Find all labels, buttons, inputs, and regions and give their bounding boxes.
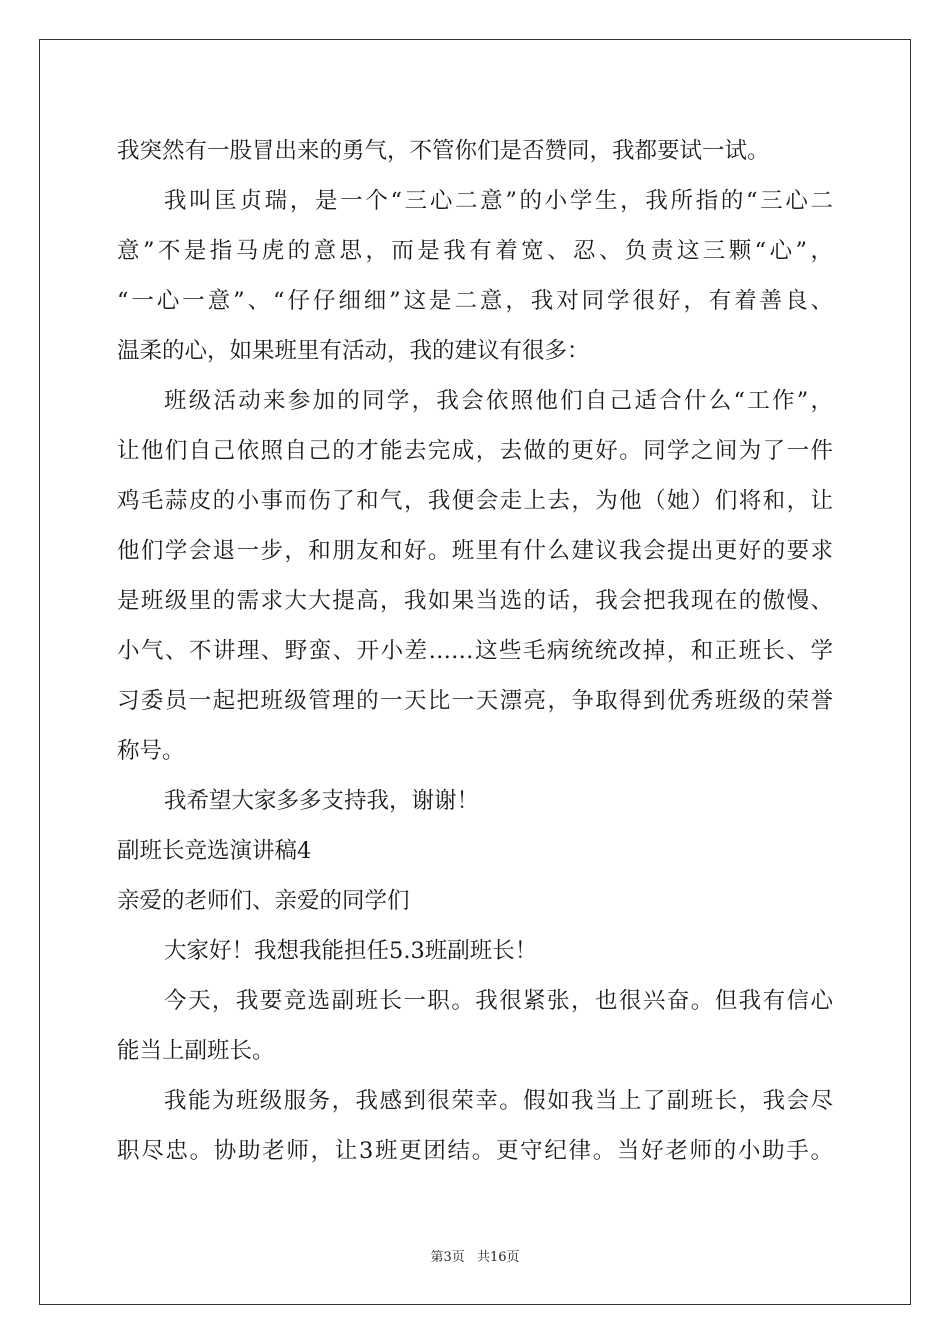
text-line: 称号。 [117,738,185,764]
text-line: 意”不是指马虎的意思，而是我有着宽、忍、负责这三颗“心”， [117,238,833,264]
text-line: 亲爱的老师们、亲爱的同学们 [117,888,410,914]
text-line: 温柔的心，如果班里有活动，我的建议有很多： [117,338,590,364]
text-line: 让他们自己依照自己的才能去完成，去做的更好。同学之间为了一件 [117,438,833,464]
document-body [117,126,833,1176]
text-line: “一心一意”、“仔仔细细”这是二意，我对同学很好，有着善良、 [117,288,833,314]
text-line: 我希望大家多多支持我，谢谢！ [164,788,480,814]
text-line: 他们学会退一步，和朋友和好。班里有什么建议我会提出更好的要求 [117,538,833,564]
text-line: 大家好！我想我能担任5.3班副班长！ [164,938,538,964]
text-line: 班级活动来参加的同学，我会依照他们自己适合什么“工作”， [164,388,833,414]
text-line: 我叫匡贞瑞，是一个“三心二意”的小学生，我所指的“三心二 [164,188,833,214]
text-line: 小气、不讲理、野蛮、开小差……这些毛病统统改掉，和正班长、学 [117,638,833,664]
text-line: 我突然有一股冒出来的勇气，不管你们是否赞同，我都要试一试。 [117,138,770,164]
text-line: 能当上副班长。 [117,1038,275,1064]
page-number: 第3页 [430,1250,465,1265]
page-footer [0,1246,950,1265]
text-line: 我能为班级服务，我感到很荣幸。假如我当上了副班长，我会尽 [164,1088,833,1114]
text-line: 今天，我要竞选副班长一职。我很紧张，也很兴奋。但我有信心 [164,988,833,1014]
text-line: 副班长竞选演讲稿4 [117,838,312,864]
text-line: 职尽忠。协助老师，让3班更团结。更守纪律。当好老师的小助手。 [117,1138,833,1164]
text-line: 习委员一起把班级管理的一天比一天漂亮，争取得到优秀班级的荣誉 [117,688,833,714]
text-line: 是班级里的需求大大提高，我如果当选的话，我会把我现在的傲慢、 [117,588,833,614]
text-line: 鸡毛蒜皮的小事而伤了和气，我便会走上去，为他（她）们将和，让 [117,488,833,514]
page-total: 共16页 [476,1250,520,1265]
